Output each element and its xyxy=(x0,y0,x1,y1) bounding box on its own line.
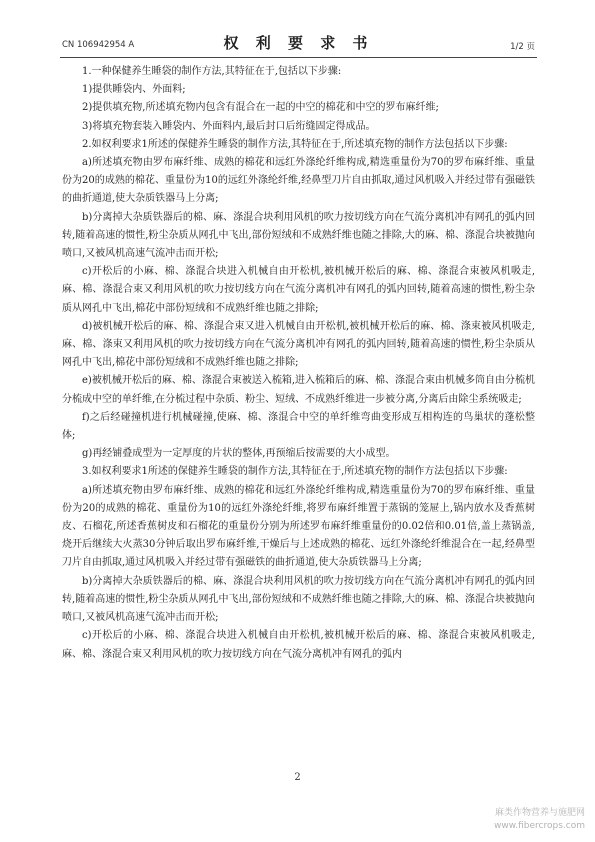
claim-3-step-c: c)开松后的小麻、棉、涤混合块进入机械自由开松机,被机械开松后的麻、棉、涤混合束被风机吸走,麻、棉、涤混合束又利用风机的吹力按切线方向在气流分离机冲有网孔的弧内 xyxy=(62,630,535,660)
claim-2-step-b: b)分离掉大杂质铁器后的棉、麻、涤混合块利用风机的吹力按切线方向在气流分离机冲有网孔的弧内回转,随着高速的惯性,粉尘杂质从网孔中飞出,部份短绒和不成熟纤维也随之排除,大的麻、棉、涤混合块被抛向喷口,又被风机高速气流冲击而开松; xyxy=(62,211,535,260)
claim-1-step-1: 1)提供睡袋内、外面料; xyxy=(82,84,186,96)
claim-2-step-d: d)被机械开松后的麻、棉、涤混合束又进入机械自由开松机,被机械开松后的麻、棉、涤束被风机吸走,麻、棉、涤束又利用风机的吹力按切线方向在气流分离机冲有网孔的弧内回转,随着高速的惯性,粉尘杂质从网孔中飞出,棉花中部份短绒和不成熟纤维也随之排除; xyxy=(62,320,535,369)
claim-2-step-g: g)再经铺叠成型为一定厚度的片状的整体,再预缩后按需要的大小成型。 xyxy=(82,448,396,460)
claim-1-step-2: 2)提供填充物,所述填充物内包含有混合在一起的中空的棉花和中空的罗布麻纤维; xyxy=(82,102,439,114)
claim-2-step-c: c)开松后的小麻、棉、涤混合块进入机械自由开松机,被机械开松后的麻、棉、涤混合束被风机吸走,麻、棉、涤混合束又利用风机的吹力按切线方向在气流分离机冲有网孔的弧内回转,随着高速的惯性,粉尘杂质从网孔中飞出,棉花中部份短绒和不成熟纤维也随之排除; xyxy=(62,266,535,314)
claim-1-step-3: 3)将填充物套装入睡袋内、外面料内,最后封口后绗缝固定得成品。 xyxy=(82,120,376,132)
claim-2-step-e: e)被机械开松后的麻、棉、涤混合束被送入梳箱,进入梳箱后的麻、棉、涤混合束由机械多筒自由分梳机分梳成中空的单纤维,在分梳过程中杂质、粉尘、短绒、不成熟纤维进一步被分离,分离后由除尘系统吸走; xyxy=(62,375,535,405)
watermark-url: www.fibercrops.com xyxy=(494,821,585,831)
claim-3-step-b: b)分离掉大杂质铁器后的棉、麻、涤混合块利用风机的吹力按切线方向在气流分离机冲有网孔的弧内回转,随着高速的惯性,粉尘杂质从网孔中飞出,部份短绒和不成熟纤维也随之排除,大的麻、棉、涤混合块被抛向喷口,又被风机高速气流冲击而开松; xyxy=(62,575,535,624)
page-indicator: 1/2 页 xyxy=(510,42,535,52)
page-header xyxy=(62,32,535,56)
claim-2-step-f: f)之后经碰撞机进行机械碰撞,使麻、棉、涤混合中空的单纤维弯曲变形成互相构连的鸟巢状的蓬松整体; xyxy=(62,411,535,442)
claim-2-intro: 2.如权利要求1所述的保健养生睡袋的制作方法,其特征在于,所述填充物的制作方法包括以下步骤: xyxy=(82,138,508,150)
header-divider xyxy=(60,57,537,58)
page-number: 2 xyxy=(294,772,301,783)
claim-3-step-a: a)所述填充物由罗布麻纤维、成熟的棉花和远红外涤纶纤维构成,精选重量份为70的罗布麻纤维、重量份为20的成熟的棉花、重量份为10的远红外涤纶纤维,将罗布麻纤维置于蒸锅的笼屉上,锅内放水及香蕉树皮、石榴花,所述香蕉树皮和石榴花的重量份分别为所述罗布麻纤维重量份的0.02倍和0.01倍,盖上蒸锅盖,烧开后继续大火蒸30分钟后取出罗布麻纤维,干燥后与上述成熟的棉花、远红外涤纶纤维混合在一起,经鼻型刀片自由抓取,通过风机吸入并经过带有强磁铁的曲折通道,使大杂质铁器马上分离; xyxy=(62,484,535,569)
claim-1-intro: 1.一种保健养生睡袋的制作方法,其特征在于,包括以下步骤: xyxy=(82,66,342,77)
site-watermark xyxy=(494,807,585,833)
claim-2-step-a: a)所述填充物由罗布麻纤维、成熟的棉花和远红外涤纶纤维构成,精选重量份为70的罗布麻纤维、重量份为20的成熟的棉花、重量份为10的远红外涤纶纤维,经鼻型刀片自由抓取,通过风机吸入并经过带有强磁铁的曲折通道,使大杂质铁器马上分离; xyxy=(62,157,535,205)
page-title: 权 利 要 求 书 xyxy=(223,34,374,52)
claims-body xyxy=(62,63,535,664)
patent-number: CN 106942954 A xyxy=(62,40,135,50)
watermark-site-name: 麻类作物营养与施肥网 xyxy=(494,808,585,818)
claim-3-intro: 3.如权利要求1所述的保健养生睡袋的制作方法,其特征在于,所述填充物的制作方法包括以下步骤: xyxy=(82,466,508,478)
